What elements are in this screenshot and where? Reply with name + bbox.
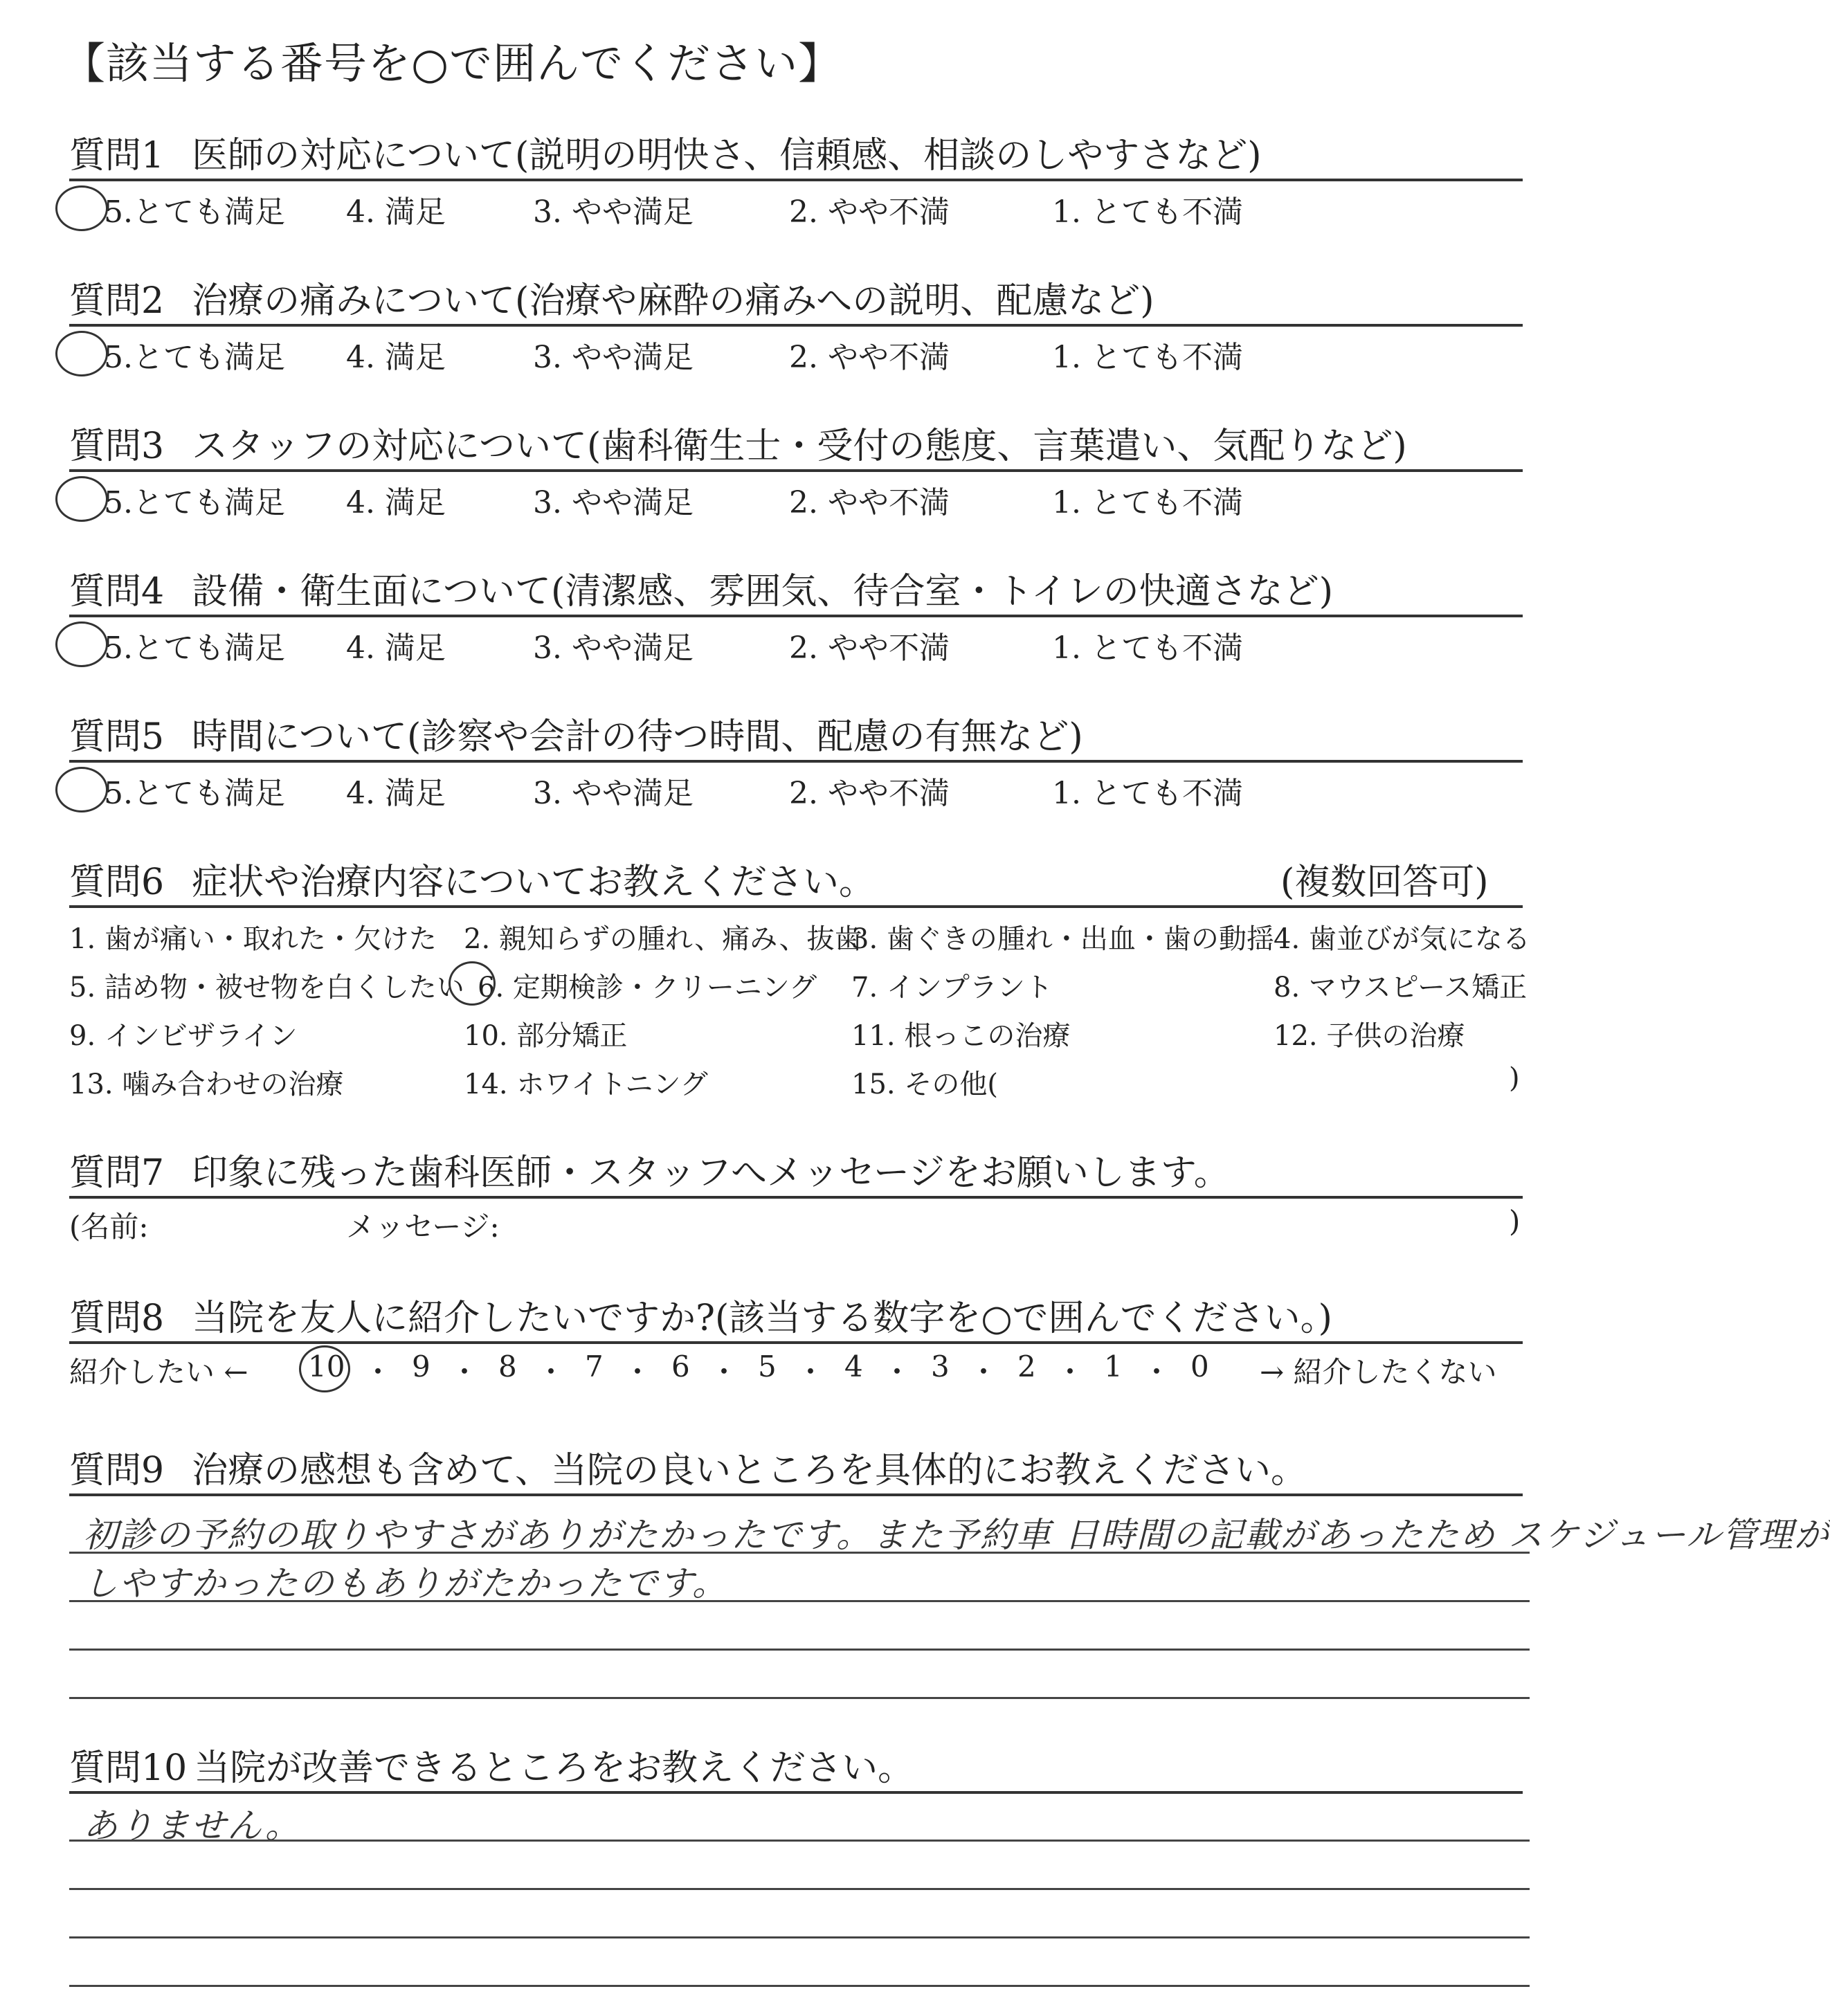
question-number: 質問1 bbox=[69, 135, 165, 176]
question-4 bbox=[69, 562, 1333, 614]
question-6 bbox=[69, 853, 875, 905]
scale-dot: ・ bbox=[1056, 1355, 1085, 1389]
q6-option[interactable]: 10. 部分矯正 bbox=[464, 1020, 628, 1052]
answer-line bbox=[69, 1697, 1530, 1699]
question-text: 治療の痛みについて(治療や麻酔の痛みへの説明、配慮など) bbox=[192, 280, 1154, 322]
rating-options-q1 bbox=[69, 187, 1523, 228]
option-3[interactable]: 3. やや満足 bbox=[533, 485, 694, 520]
option-4[interactable]: 4. 満足 bbox=[346, 194, 446, 230]
option-4[interactable]: 4. 満足 bbox=[346, 340, 446, 375]
q6-option[interactable]: 13. 噛み合わせの治療 bbox=[69, 1069, 344, 1100]
answer-line bbox=[69, 1649, 1530, 1651]
option-1[interactable]: 1. とても不満 bbox=[1052, 194, 1243, 230]
answer-line bbox=[69, 1600, 1530, 1602]
message-close-paren: ) bbox=[1509, 1204, 1521, 1238]
scale-value-10[interactable]: 10 bbox=[308, 1350, 345, 1383]
q6-option[interactable]: 8. マウスピース矯正 bbox=[1274, 972, 1528, 1004]
selection-circle bbox=[55, 767, 108, 812]
question-1 bbox=[69, 126, 1262, 178]
question-number: 質問5 bbox=[69, 716, 165, 758]
option-5[interactable]: 5.とても満足 bbox=[104, 776, 285, 811]
question-8 bbox=[69, 1289, 1332, 1341]
question-text: 当院が改善できるところをお教えください。 bbox=[194, 1747, 914, 1789]
question-number: 質問7 bbox=[69, 1152, 165, 1194]
q6-option-other[interactable]: 15. その他( bbox=[851, 1069, 998, 1100]
selection-circle bbox=[55, 185, 108, 231]
question-text: スタッフの対応について(歯科衛生士・受付の態度、言葉遣い、気配りなど) bbox=[192, 426, 1407, 467]
question-text: 設備・衛生面について(清潔感、雰囲気、待合室・トイレの快適さなど) bbox=[192, 571, 1334, 612]
q6-option[interactable]: 2. 親知らずの腫れ、痛み、抜歯 bbox=[464, 923, 862, 955]
option-4[interactable]: 4. 満足 bbox=[346, 485, 446, 520]
recommend-scale bbox=[69, 1350, 1530, 1391]
selection-circle bbox=[55, 621, 108, 667]
scale-value-0[interactable]: 0 bbox=[1190, 1350, 1209, 1383]
option-2[interactable]: 2. やや不満 bbox=[789, 340, 950, 375]
answer-line bbox=[69, 1552, 1530, 1554]
selection-circle bbox=[55, 476, 108, 522]
scale-value-7[interactable]: 7 bbox=[585, 1350, 604, 1383]
selection-circle bbox=[299, 1345, 350, 1392]
question-divider bbox=[69, 179, 1523, 181]
answer-line bbox=[69, 1840, 1530, 1842]
question-divider bbox=[69, 615, 1523, 617]
question-number: 質問3 bbox=[69, 426, 165, 467]
question-text: 症状や治療内容についてお教えください。 bbox=[192, 862, 876, 903]
rating-options-q5 bbox=[69, 768, 1523, 810]
scale-value-6[interactable]: 6 bbox=[671, 1350, 690, 1383]
option-3[interactable]: 3. やや満足 bbox=[533, 340, 694, 375]
scale-dot: ・ bbox=[969, 1355, 999, 1389]
q6-option[interactable]: 14. ホワイトニング bbox=[464, 1069, 708, 1100]
question-divider bbox=[69, 1493, 1523, 1496]
q9-answer-line-1: 初診の予約の取りやすさがありがたかったです。また予約車 日時間の記載があったため スケジュール管理が bbox=[83, 1515, 1830, 1555]
question-text: 治療の感想も含めて、当院の良いところを具体的にお教えください。 bbox=[192, 1450, 1307, 1491]
option-5[interactable]: 5.とても満足 bbox=[104, 340, 285, 375]
answer-line bbox=[69, 1985, 1530, 1987]
scale-dot: ・ bbox=[536, 1355, 566, 1389]
option-1[interactable]: 1. とても不満 bbox=[1052, 630, 1243, 666]
question-5 bbox=[69, 707, 1083, 759]
question-number: 質問9 bbox=[69, 1450, 165, 1491]
q6-option[interactable]: 7. インプラント bbox=[851, 972, 1053, 1004]
question-divider bbox=[69, 1196, 1523, 1199]
q6-option[interactable]: 12. 子供の治療 bbox=[1274, 1020, 1465, 1052]
message-label: メッセージ: bbox=[346, 1210, 500, 1244]
option-2[interactable]: 2. やや不満 bbox=[789, 485, 950, 520]
scale-dot: ・ bbox=[623, 1355, 653, 1389]
scale-dot: ・ bbox=[709, 1355, 739, 1389]
option-3[interactable]: 3. やや満足 bbox=[533, 630, 694, 666]
question-text: 印象に残った歯科医師・スタッフへメッセージをお願いします。 bbox=[192, 1152, 1230, 1194]
question-text: 当院を友人に紹介したいですか?(該当する数字を○で囲んでください。) bbox=[192, 1298, 1332, 1339]
q6-option[interactable]: 3. 歯ぐきの腫れ・出血・歯の動揺 bbox=[851, 923, 1274, 955]
question-number: 質問10 bbox=[69, 1747, 188, 1789]
option-4[interactable]: 4. 満足 bbox=[346, 776, 446, 811]
question-divider bbox=[69, 760, 1523, 763]
option-2[interactable]: 2. やや不満 bbox=[789, 776, 950, 811]
option-2[interactable]: 2. やや不満 bbox=[789, 194, 950, 230]
question-10 bbox=[69, 1738, 914, 1790]
selection-circle bbox=[55, 331, 108, 376]
scale-dot: ・ bbox=[450, 1355, 480, 1389]
name-label: (名前: bbox=[69, 1210, 149, 1244]
scale-dot: ・ bbox=[882, 1355, 912, 1389]
option-2[interactable]: 2. やや不満 bbox=[789, 630, 950, 666]
question-number: 質問4 bbox=[69, 571, 165, 612]
option-1[interactable]: 1. とても不満 bbox=[1052, 485, 1243, 520]
scale-dot: ・ bbox=[363, 1355, 393, 1389]
option-3[interactable]: 3. やや満足 bbox=[533, 194, 694, 230]
option-3[interactable]: 3. やや満足 bbox=[533, 776, 694, 811]
scale-dot: ・ bbox=[796, 1355, 826, 1389]
question-number: 質問8 bbox=[69, 1298, 165, 1339]
q6-option[interactable]: 5. 詰め物・被せ物を白くしたい bbox=[69, 972, 464, 1004]
question-2 bbox=[69, 271, 1154, 323]
question-divider bbox=[69, 905, 1523, 908]
q10-answer-line-1: ありません。 bbox=[83, 1806, 301, 1846]
q6-option[interactable]: 1. 歯が痛い・取れた・欠けた bbox=[69, 923, 437, 955]
scale-value-8[interactable]: 8 bbox=[498, 1350, 517, 1383]
question-number: 質問2 bbox=[69, 280, 165, 322]
question-7 bbox=[69, 1143, 1230, 1195]
q6-option[interactable]: 6. 定期検診・クリーニング bbox=[478, 972, 817, 1004]
question-divider bbox=[69, 1341, 1523, 1344]
option-1[interactable]: 1. とても不満 bbox=[1052, 776, 1243, 811]
selection-circle bbox=[449, 961, 496, 1006]
answer-line bbox=[69, 1936, 1530, 1938]
option-5[interactable]: 5.とても満足 bbox=[104, 630, 285, 666]
q9-answer-line-2: しやすかったのもありがたかったです。 bbox=[83, 1563, 728, 1604]
q6-option[interactable]: 4. 歯並びが気になる bbox=[1274, 923, 1530, 955]
multiple-answer-note: (複数回答可) bbox=[1280, 862, 1489, 903]
option-4[interactable]: 4. 満足 bbox=[346, 630, 446, 666]
answer-line bbox=[69, 1888, 1530, 1890]
scale-value-9[interactable]: 9 bbox=[412, 1350, 431, 1383]
scale-dot: ・ bbox=[1142, 1355, 1172, 1389]
question-text: 医師の対応について(説明の明快さ、信頼感、相談のしやすさなど) bbox=[192, 135, 1262, 176]
question-9 bbox=[69, 1441, 1307, 1493]
question-divider bbox=[69, 1791, 1523, 1794]
q6-option[interactable]: 9. インビザライン bbox=[69, 1020, 298, 1052]
rating-options-q4 bbox=[69, 623, 1523, 664]
scale-value-1[interactable]: 1 bbox=[1104, 1350, 1123, 1383]
question-divider bbox=[69, 324, 1523, 327]
scale-value-4[interactable]: 4 bbox=[844, 1350, 863, 1383]
q6-option[interactable]: 11. 根っこの治療 bbox=[851, 1020, 1071, 1052]
rating-options-q2 bbox=[69, 332, 1523, 374]
question-text: 時間について(診察や会計の待つ時間、配慮の有無など) bbox=[192, 716, 1083, 758]
question-number: 質問6 bbox=[69, 862, 165, 903]
scale-left-label: 紹介したい ← bbox=[69, 1355, 248, 1389]
q6-other-close-paren: ) bbox=[1509, 1062, 1520, 1094]
scale-value-5[interactable]: 5 bbox=[758, 1350, 777, 1383]
scale-value-3[interactable]: 3 bbox=[931, 1350, 950, 1383]
page-title: 【該当する番号を○で囲んでください】 bbox=[62, 38, 842, 89]
option-5[interactable]: 5.とても満足 bbox=[104, 194, 285, 230]
option-1[interactable]: 1. とても不満 bbox=[1052, 340, 1243, 375]
option-5[interactable]: 5.とても満足 bbox=[104, 485, 285, 520]
scale-value-2[interactable]: 2 bbox=[1017, 1350, 1036, 1383]
rating-options-q3 bbox=[69, 478, 1523, 519]
question-divider bbox=[69, 469, 1523, 472]
question-3 bbox=[69, 417, 1407, 469]
scale-right-label: → 紹介したくない bbox=[1260, 1355, 1497, 1389]
